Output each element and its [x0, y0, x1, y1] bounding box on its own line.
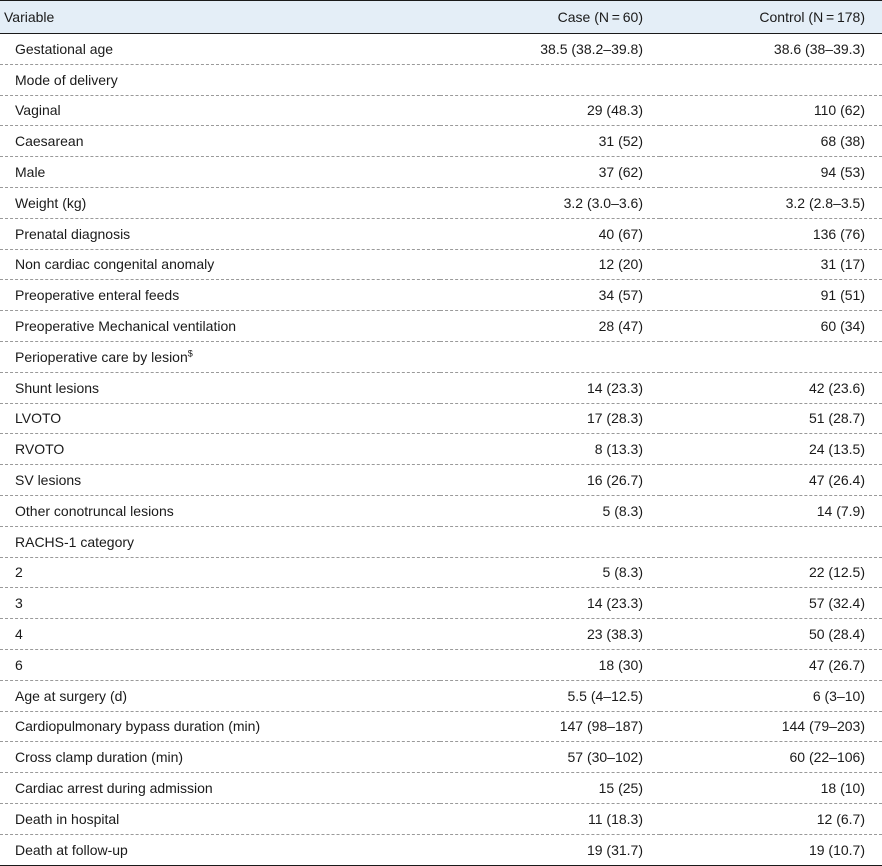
table-row — [0, 126, 882, 157]
cell-case: 5 (8.3) — [440, 495, 660, 526]
cell-control — [660, 64, 882, 95]
cell-case: 23 (38.3) — [440, 619, 660, 650]
table-row — [0, 557, 882, 588]
cell-control — [660, 341, 882, 372]
variable-label: Preoperative Mechanical ventilation — [15, 318, 237, 335]
table-row — [0, 834, 882, 865]
cell-variable — [0, 465, 440, 496]
table-row — [0, 803, 882, 834]
cell-case: 40 (67) — [440, 218, 660, 249]
table-row — [0, 64, 882, 95]
cell-case: 5 (8.3) — [440, 557, 660, 588]
cell-case: 14 (23.3) — [440, 372, 660, 403]
cell-variable — [0, 157, 440, 188]
variable-label: RVOTO — [15, 441, 65, 458]
variable-label: Prenatal diagnosis — [15, 225, 131, 242]
table-row — [0, 742, 882, 773]
table-row — [0, 34, 882, 65]
table-row — [0, 372, 882, 403]
cell-variable — [0, 249, 440, 280]
variable-label: 4 — [15, 626, 23, 643]
cell-control: 136 (76) — [660, 218, 882, 249]
variable-label: Vaginal — [15, 102, 61, 119]
table-row — [0, 649, 882, 680]
table-row — [0, 773, 882, 804]
cell-variable — [0, 773, 440, 804]
cell-control: 24 (13.5) — [660, 434, 882, 465]
cell-control: 18 (10) — [660, 773, 882, 804]
cell-variable — [0, 680, 440, 711]
variable-label: Gestational age — [15, 40, 114, 57]
cell-control: 91 (51) — [660, 280, 882, 311]
table-row — [0, 588, 882, 619]
variable-label: Perioperative care by lesion — [15, 348, 188, 365]
cell-control: 6 (3–10) — [660, 680, 882, 711]
cell-variable — [0, 649, 440, 680]
variable-label: RACHS-1 category — [15, 533, 135, 550]
cell-variable — [0, 341, 440, 372]
header-row — [0, 1, 882, 34]
cell-variable — [0, 34, 440, 65]
table-header — [0, 1, 882, 34]
cell-case — [440, 341, 660, 372]
cell-variable — [0, 803, 440, 834]
cell-control: 57 (32.4) — [660, 588, 882, 619]
cell-control: 42 (23.6) — [660, 372, 882, 403]
footnote-marker: $ — [187, 348, 193, 359]
cell-variable — [0, 557, 440, 588]
variable-label: Other conotruncal lesions — [15, 502, 174, 519]
cell-variable — [0, 619, 440, 650]
cell-control: 51 (28.7) — [660, 403, 882, 434]
cell-variable — [0, 64, 440, 95]
cell-control: 14 (7.9) — [660, 495, 882, 526]
table-row — [0, 218, 882, 249]
cell-variable — [0, 187, 440, 218]
cell-case: 8 (13.3) — [440, 434, 660, 465]
variable-label: 2 — [15, 564, 23, 581]
cell-control: 110 (62) — [660, 95, 882, 126]
header-case: Case (N = 60) — [440, 1, 660, 34]
cell-control: 60 (34) — [660, 311, 882, 342]
cell-variable — [0, 588, 440, 619]
table-row — [0, 495, 882, 526]
cell-variable — [0, 526, 440, 557]
header-control: Control (N = 178) — [660, 1, 882, 34]
cell-case — [440, 64, 660, 95]
variable-label: 3 — [15, 595, 23, 612]
cell-control: 94 (53) — [660, 157, 882, 188]
cell-control: 144 (79–203) — [660, 711, 882, 742]
cell-case: 17 (28.3) — [440, 403, 660, 434]
table-row — [0, 403, 882, 434]
table-row — [0, 526, 882, 557]
cell-case: 57 (30–102) — [440, 742, 660, 773]
cell-case: 12 (20) — [440, 249, 660, 280]
cell-variable — [0, 742, 440, 773]
cell-control: 50 (28.4) — [660, 619, 882, 650]
cell-control: 47 (26.4) — [660, 465, 882, 496]
table-row — [0, 711, 882, 742]
variable-label: Mode of delivery — [15, 71, 118, 88]
cell-case: 37 (62) — [440, 157, 660, 188]
table-row — [0, 311, 882, 342]
header-variable: Variable — [0, 1, 440, 34]
cell-case — [440, 526, 660, 557]
table-row — [0, 341, 882, 372]
table-body — [0, 34, 882, 866]
cell-variable — [0, 218, 440, 249]
cell-variable — [0, 434, 440, 465]
cell-control — [660, 526, 882, 557]
cell-case: 11 (18.3) — [440, 803, 660, 834]
cell-variable — [0, 95, 440, 126]
cell-case: 15 (25) — [440, 773, 660, 804]
cell-variable — [0, 403, 440, 434]
cell-case: 16 (26.7) — [440, 465, 660, 496]
cell-case: 31 (52) — [440, 126, 660, 157]
cell-control: 60 (22–106) — [660, 742, 882, 773]
variable-label: Age at surgery (d) — [15, 687, 128, 704]
variable-label: 6 — [15, 656, 23, 673]
table-row — [0, 434, 882, 465]
variable-label: Caesarean — [15, 133, 84, 150]
cell-control: 31 (17) — [660, 249, 882, 280]
cell-control: 68 (38) — [660, 126, 882, 157]
cell-control: 3.2 (2.8–3.5) — [660, 187, 882, 218]
cell-case: 3.2 (3.0–3.6) — [440, 187, 660, 218]
variable-label: Non cardiac congenital anomaly — [15, 256, 215, 273]
cell-variable — [0, 126, 440, 157]
cell-variable — [0, 372, 440, 403]
variable-label: Male — [15, 164, 46, 181]
variable-label: Preoperative enteral feeds — [15, 287, 180, 304]
table-row — [0, 465, 882, 496]
variable-label: SV lesions — [15, 472, 82, 489]
cell-case: 14 (23.3) — [440, 588, 660, 619]
variable-label: Cross clamp duration (min) — [15, 749, 184, 766]
cell-control: 22 (12.5) — [660, 557, 882, 588]
table-row — [0, 187, 882, 218]
cell-case: 28 (47) — [440, 311, 660, 342]
table-row — [0, 619, 882, 650]
cell-case: 18 (30) — [440, 649, 660, 680]
table-row — [0, 680, 882, 711]
cell-control: 47 (26.7) — [660, 649, 882, 680]
cell-variable — [0, 311, 440, 342]
cell-case: 19 (31.7) — [440, 834, 660, 865]
variable-label: Weight (kg) — [15, 194, 87, 211]
variable-label: Cardiac arrest during admission — [15, 780, 213, 797]
variable-label: Death in hospital — [15, 810, 120, 827]
cell-control: 12 (6.7) — [660, 803, 882, 834]
cell-case: 38.5 (38.2–39.8) — [440, 34, 660, 65]
variable-label: Death at follow-up — [15, 841, 128, 858]
variable-label: Shunt lesions — [15, 379, 100, 396]
cell-control: 19 (10.7) — [660, 834, 882, 865]
cell-variable — [0, 711, 440, 742]
variable-label: LVOTO — [15, 410, 62, 427]
cell-variable — [0, 495, 440, 526]
table-row — [0, 157, 882, 188]
cell-case: 5.5 (4–12.5) — [440, 680, 660, 711]
cell-variable — [0, 280, 440, 311]
cell-case: 147 (98–187) — [440, 711, 660, 742]
variable-label: Cardiopulmonary bypass duration (min) — [15, 718, 261, 735]
cell-case: 29 (48.3) — [440, 95, 660, 126]
table-row — [0, 280, 882, 311]
table-row — [0, 249, 882, 280]
cell-variable — [0, 834, 440, 865]
cell-control: 38.6 (38–39.3) — [660, 34, 882, 65]
cell-case: 34 (57) — [440, 280, 660, 311]
table-row — [0, 95, 882, 126]
